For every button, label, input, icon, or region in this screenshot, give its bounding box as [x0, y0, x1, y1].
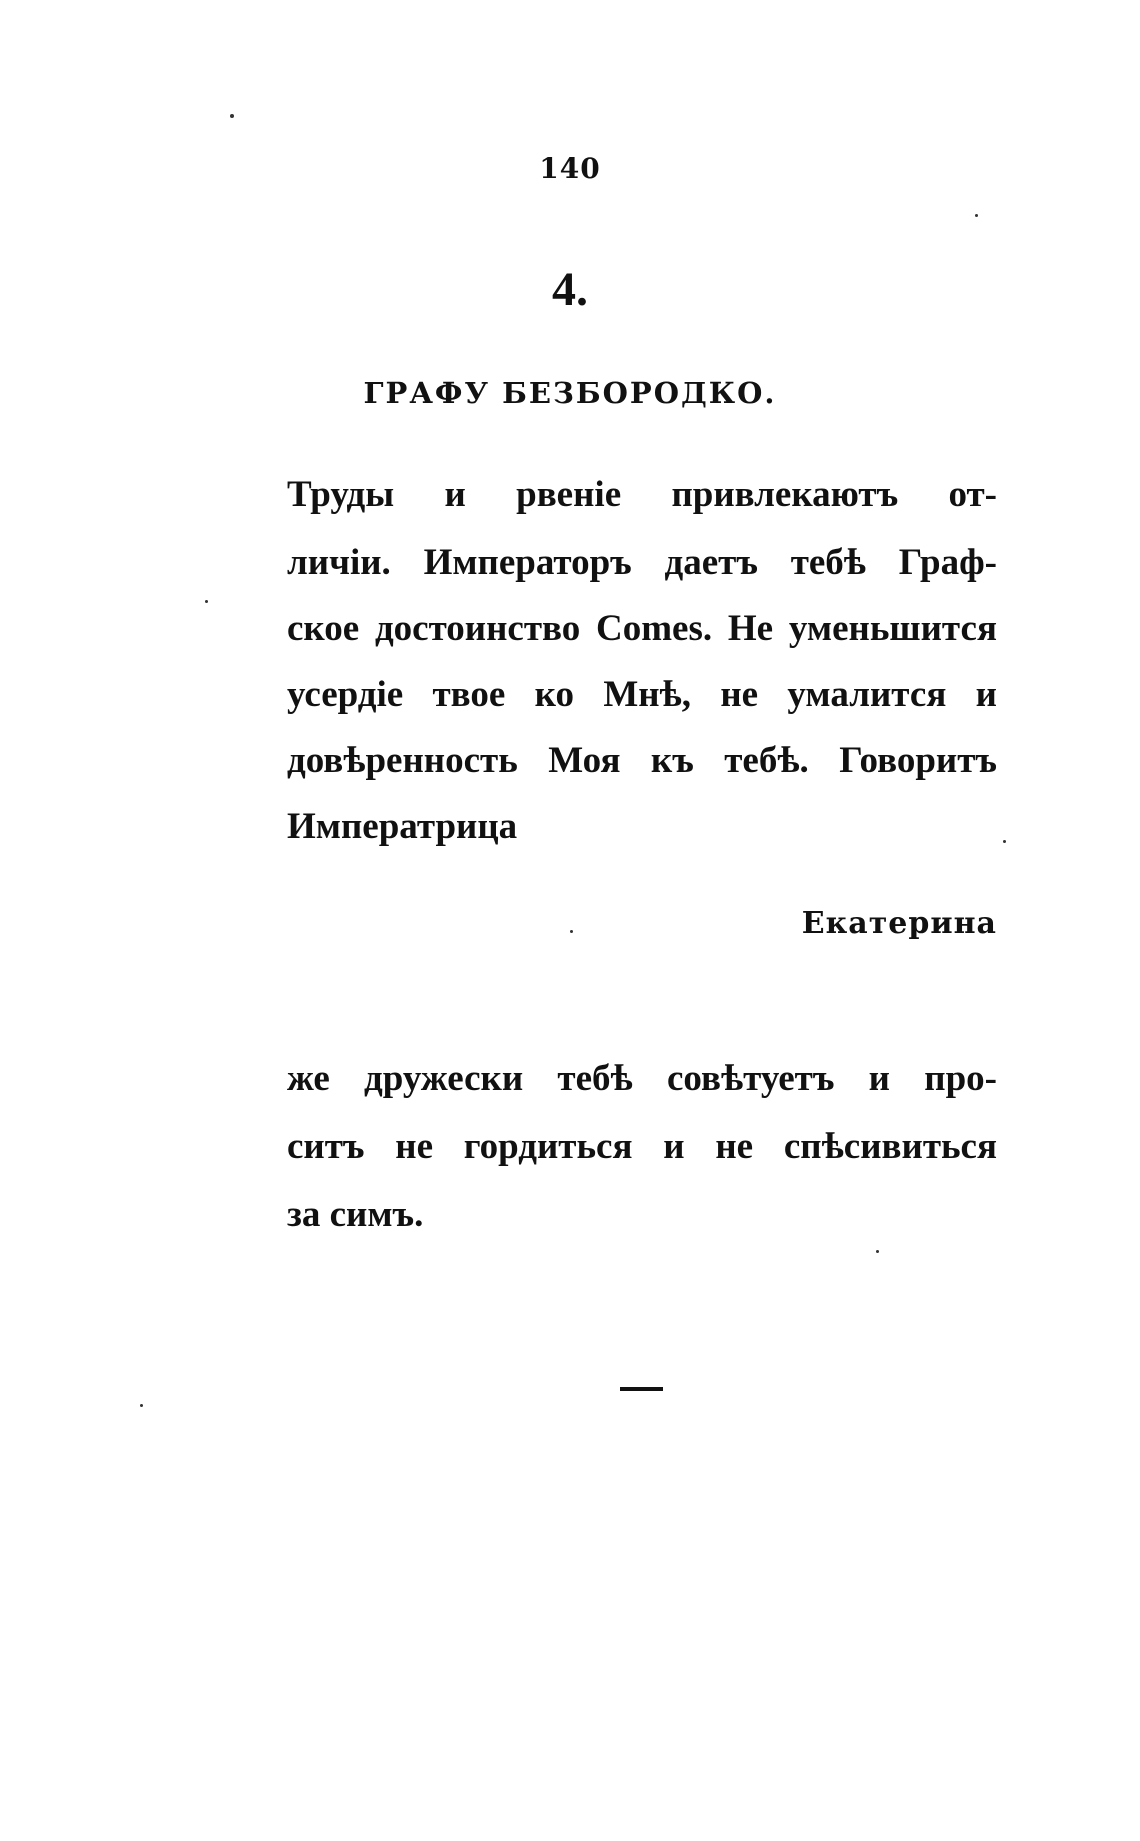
body-line: ское достоинство Comes. Не уменьшится	[287, 608, 997, 649]
print-speck	[205, 600, 208, 603]
print-speck	[230, 114, 234, 118]
body-line: довѣренность Моя къ тебѣ. Говоритъ	[287, 740, 997, 781]
letter-heading: ГРАФУ БЕЗБОРОДКО.	[363, 376, 777, 410]
body-line: Императрица	[287, 806, 518, 847]
signature: Екатерина	[801, 906, 997, 941]
print-speck	[1003, 840, 1006, 843]
letter-number: 4.	[552, 263, 588, 316]
print-speck	[140, 1404, 143, 1407]
page-number: 140	[539, 152, 601, 185]
body-line: Труды и рвеніе привлекаютъ от-	[287, 474, 997, 515]
body-line: личіи. Императоръ даетъ тебѣ Граф-	[287, 542, 997, 583]
closing-rule	[620, 1387, 663, 1391]
body-line: усердіе твое ко Мнѣ, не умалится и	[287, 674, 997, 715]
continuation-line: ситъ не гордиться и не спѣсивиться	[287, 1126, 997, 1167]
print-speck	[876, 1250, 879, 1253]
print-speck	[975, 214, 978, 217]
continuation-line: же дружески тебѣ совѣтуетъ и про-	[287, 1058, 997, 1099]
continuation-line: за симъ.	[287, 1194, 424, 1235]
print-speck	[570, 930, 573, 933]
